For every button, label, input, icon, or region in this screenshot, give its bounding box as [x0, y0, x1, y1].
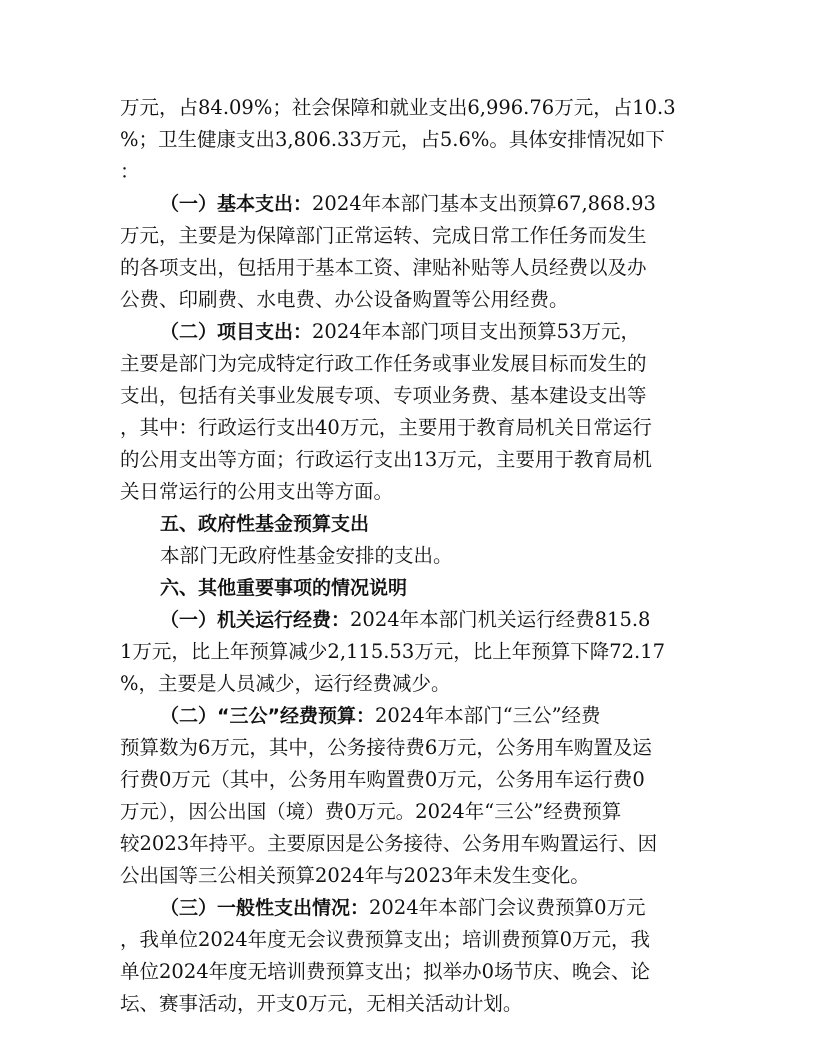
paragraph-text: 2024年本部门会议费预算0万元	[369, 896, 646, 919]
paragraph-line	[120, 604, 700, 636]
paragraph-line: 1万元，比上年预算减少2,115.53万元，比上年预算下降72.17	[120, 640, 666, 663]
paragraph-line: %，主要是人员减少，运行经费减少。	[120, 672, 451, 695]
section-label-project-expenditure: （二）项目支出：	[160, 321, 313, 343]
paragraph-line: 行费0万元（其中，公务用车购置费0万元，公务用车运行费0	[120, 768, 645, 791]
paragraph-line: 公出国等三公相关预算2024年与2023年未发生变化。	[120, 864, 590, 887]
paragraph-line	[120, 316, 700, 348]
paragraph-line: 坛、赛事活动，开支0万元，无相关活动计划。	[120, 992, 523, 1015]
section-label-basic-expenditure: （一）基本支出：	[160, 193, 313, 215]
paragraph-line: %；卫生健康支出3,806.33万元，占5.6%。具体安排情况如下	[120, 128, 665, 151]
paragraph-text: 2024年本部门“三公”经费	[374, 704, 601, 727]
paragraph-line	[120, 892, 700, 924]
paragraph-line: ：	[120, 160, 140, 183]
paragraph-line: 万元），因公出国（境）费0万元。2024年“三公”经费预算	[120, 800, 622, 823]
paragraph-line: 本部门无政府性基金安排的支出。	[160, 544, 453, 567]
paragraph-line	[120, 700, 700, 732]
paragraph-line: 的各项支出，包括用于基本工资、津贴补贴等人员经费以及办	[120, 256, 647, 279]
paragraph-line: ，其中：行政运行支出40万元，主要用于教育局机关日常运行	[120, 416, 652, 439]
paragraph-line: ，我单位2024年度无会议费预算支出；培训费预算0万元，我	[120, 928, 651, 951]
paragraph-line: 较2023年持平。主要原因是公务接待、公务用车购置运行、因	[120, 832, 658, 855]
paragraph-text: 2024年本部门基本支出预算67,868.93	[312, 192, 656, 215]
paragraph-line: 万元，占84.09%；社会保障和就业支出6,996.76万元，占10.3	[120, 96, 676, 119]
section-label-operating-funds: （一）机关运行经费：	[160, 609, 351, 631]
paragraph-text: 2024年本部门项目支出预算53万元，	[312, 320, 640, 343]
section-heading-other-matters: 六、其他重要事项的情况说明	[160, 577, 408, 599]
paragraph-line: 公费、印刷费、水电费、办公设备购置等公用经费。	[120, 288, 569, 311]
paragraph-line: 关日常运行的公用支出等方面。	[120, 480, 394, 503]
section-heading-government-fund: 五、政府性基金预算支出	[160, 513, 370, 535]
paragraph-line: 支出，包括有关事业发展专项、专项业务费、基本建设支出等	[120, 384, 647, 407]
document-page	[120, 92, 700, 1020]
paragraph-line	[120, 188, 700, 220]
paragraph-line: 万元，主要是为保障部门正常运转、完成日常工作任务而发生	[120, 224, 647, 247]
section-label-three-public-expenses: （二）“三公”经费预算：	[160, 705, 375, 727]
paragraph-line: 主要是部门为完成特定行政工作任务或事业发展目标而发生的	[120, 352, 647, 375]
section-label-general-expenditure: （三）一般性支出情况：	[160, 897, 370, 919]
paragraph-line: 的公用支出等方面；行政运行支出13万元，主要用于教育局机	[120, 448, 652, 471]
paragraph-line: 单位2024年度无培训费预算支出；拟举办0场节庆、晚会、论	[120, 960, 651, 983]
paragraph-text: 2024年本部门机关运行经费815.8	[350, 608, 651, 631]
paragraph-line: 预算数为6万元，其中，公务接待费6万元，公务用车购置及运	[120, 736, 652, 759]
